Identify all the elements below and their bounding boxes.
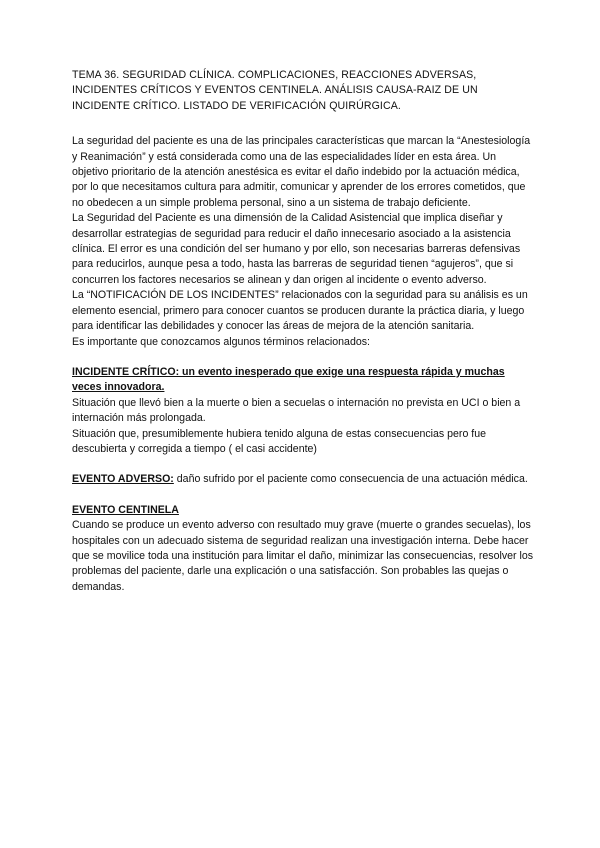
incidente-critico-section [72, 365, 534, 457]
incidente-critico-heading: INCIDENTE CRÍTICO: un evento inesperado que exige una respuesta rápida y muchas veces innovadora. [72, 365, 505, 394]
intro-paragraph-2: La Seguridad del Paciente es una dimensión de la Calidad Asistencial que implica diseñar y desarrollar estrategias de seguridad para reducir el daño innecesario asociado a la asistencia clínica. El error es una condición del ser humano y por ello, son necesarias barreras defensivas para reducirlos, aunque pesa a todo, hasta las barreras de seguridad tienen “agujeros”, que si concurren los factores necesarios se alinean y dan origen al incidente o evento adverso. [72, 212, 521, 286]
intro-paragraph-1: La seguridad del paciente es una de las principales características que marcan la “Anestesiología y Reanimación” y está considerada como una de las especialidades líder en esta área. Un objetivo prioritario de la atención anestésica es evitar el daño indebido por la actuación médica, por lo que necesitamos cultura para admitir, comunicar y aprender de los errores cometidos, que no obedecen a un simple problema personal, sino a un sistema de trabajo deficiente. [72, 135, 531, 209]
intro-paragraph-3: La “NOTIFICACIÓN DE LOS INCIDENTES” relacionados con la seguridad para su análisis es un elemento esencial, primero para conocer cuantos se producen durante la práctica diaria, y luego para identificar las debilidades y conocer las áreas de mejora de la atención sanitaria. [72, 289, 528, 333]
intro-section [72, 134, 534, 350]
intro-paragraph-4: Es importante que conozcamos algunos términos relacionados: [72, 335, 370, 348]
evento-adverso-section [72, 472, 534, 487]
evento-adverso-heading: EVENTO ADVERSO: [72, 473, 174, 486]
incidente-critico-paragraph-1: Situación que llevó bien a la muerte o bien a secuelas o internación no prevista en UCI o bien a internación más prolongada. [72, 396, 521, 425]
evento-adverso-text: daño sufrido por el paciente como consecuencia de una actuación médica. [173, 473, 528, 486]
evento-centinela-text: Cuando se produce un evento adverso con resultado muy grave (muerte o grandes secuelas), los hospitales con un adecuado sistema de seguridad realizan una investigación interna. Debe hacer que se movilice toda una institución para limitar el daño, minimizar las consecuencias, resolver los problemas del paciente, darle una explicación o una satisfacción. Son probables las quejas o demandas. [72, 519, 534, 593]
evento-adverso-paragraph [72, 472, 534, 487]
evento-centinela-section [72, 503, 534, 595]
evento-centinela-heading: EVENTO CENTINELA [72, 503, 179, 516]
document-page [72, 68, 534, 595]
incidente-critico-paragraph-2: Situación que, presumiblemente hubiera tenido alguna de estas consecuencias pero fue descubierta y corregida a tiempo ( el casi accidente) [72, 427, 487, 455]
document-title: TEMA 36. SEGURIDAD CLÍNICA. COMPLICACIONES, REACCIONES ADVERSAS, INCIDENTES CRÍTICOS Y EVENTOS CENTINELA. ANÁLISIS CAUSA-RAIZ DE UN INCIDENTE CRÍTICO. LISTADO DE VERIFICACIÓN QUIRÚRGICA. [72, 69, 478, 112]
